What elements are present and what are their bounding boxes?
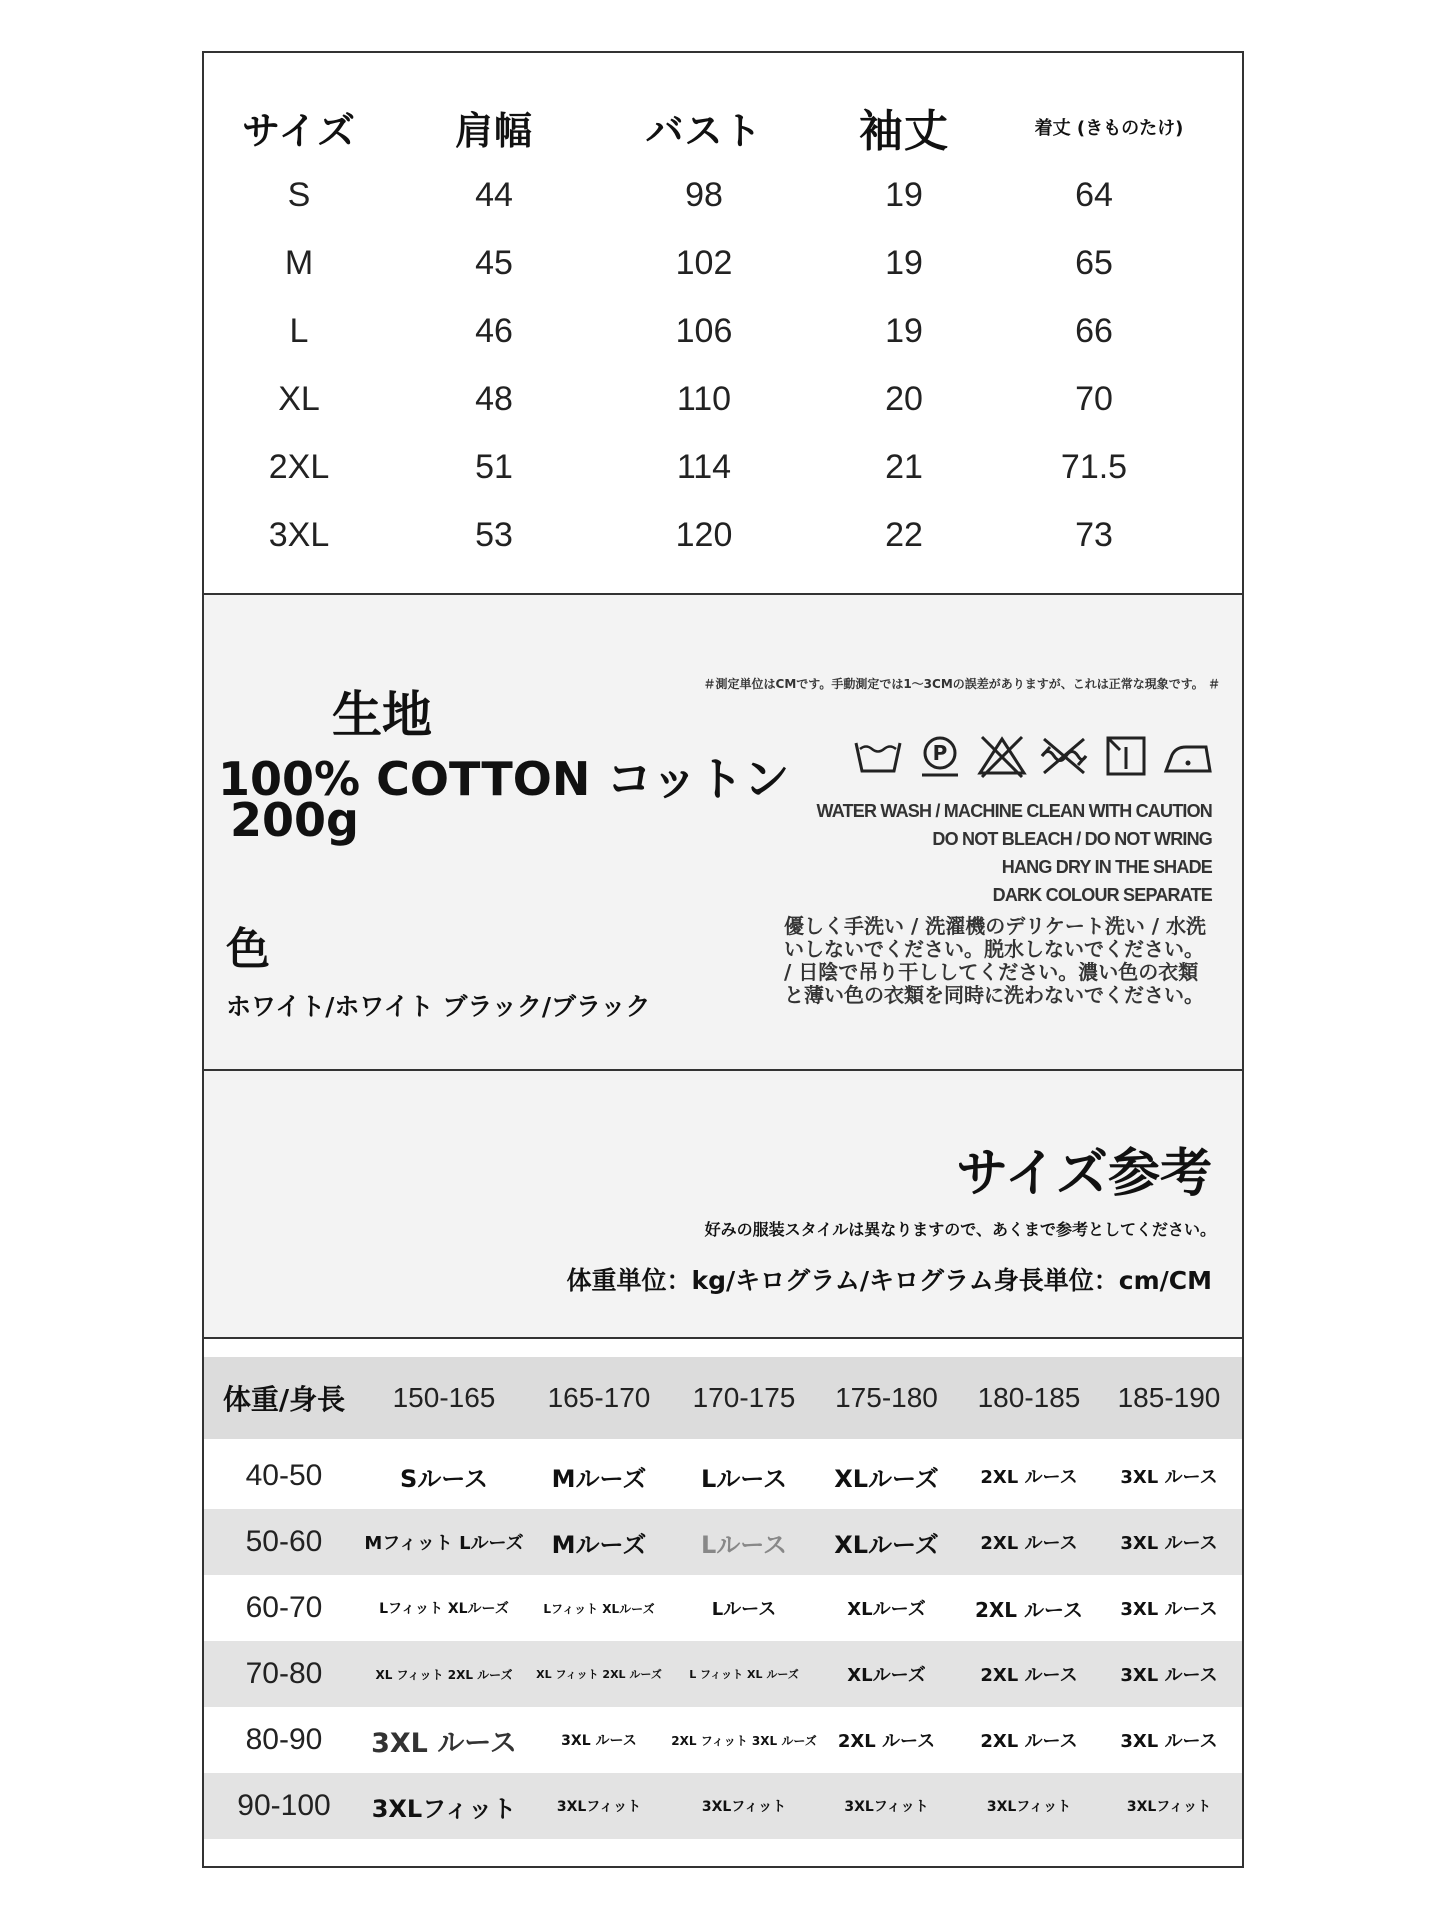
fit-cell: 2XL ルース: [980, 1467, 1078, 1488]
fit-cell: Lルース: [700, 1464, 788, 1493]
table-row: [204, 433, 1242, 501]
fit-cell: 3XL ルース: [1120, 1533, 1218, 1554]
care-japanese: [784, 915, 1224, 1007]
fabric-weight: 200g: [230, 793, 359, 847]
size-info-sheet: [202, 51, 1244, 1868]
table-row: [204, 365, 1242, 433]
fit-cell: Lルース: [711, 1599, 777, 1620]
weight-range: 60-70: [245, 1591, 323, 1624]
no-wring-icon: [1038, 733, 1090, 779]
fit-cell: XLルーズ: [834, 1530, 939, 1559]
fit-cell: 2XL ルース: [974, 1597, 1084, 1622]
table-row: [204, 1641, 1242, 1707]
size-cell: L: [289, 311, 309, 350]
header-height-range: 170-175: [692, 1382, 796, 1413]
fit-cell: 3XL ルース: [1120, 1731, 1218, 1752]
care-japanese-line: と薄い色の衣類を同時に洗わないでください。: [784, 983, 1204, 1007]
fit-cell: 3XLフィット: [556, 1799, 642, 1815]
fit-table-header: [204, 1357, 1242, 1439]
shoulder-cell: 51: [475, 447, 513, 486]
fit-cell: XLルーズ: [834, 1464, 939, 1493]
color-value: ホワイト/ホワイト ブラック/ブラック: [226, 992, 651, 1021]
care-japanese-line: / 日陰で吊り干ししてください。濃い色の衣類: [784, 960, 1199, 984]
bust-cell: 110: [676, 379, 732, 418]
header-height-range: 175-180: [835, 1382, 938, 1413]
fit-cell: 3XLフィット: [701, 1799, 787, 1815]
fit-cell: Lフィット XLルーズ: [379, 1601, 509, 1617]
fit-cell: 3XL ルース: [561, 1733, 637, 1749]
size-cell: XL: [278, 379, 320, 418]
fit-cell: 2XL ルース: [980, 1533, 1078, 1554]
bust-cell: 106: [675, 311, 733, 350]
table-row: [204, 501, 1242, 569]
sleeve-cell: 20: [885, 379, 923, 418]
measurement-note: ＃測定単位はCMです。手動測定では1～3CMの誤差がありますが、これは正常な現象です。 ＃: [703, 677, 1220, 691]
table-row: [204, 1509, 1242, 1575]
sleeve-cell: 21: [885, 447, 923, 486]
table-row: [204, 1443, 1242, 1509]
header-sleeve: 袖丈: [859, 106, 949, 157]
header-size: サイズ: [242, 108, 356, 153]
size-cell: 3XL: [268, 515, 330, 554]
fit-cell: 2XL フィット 3XL ルーズ: [671, 1733, 817, 1748]
size-reference-section: [204, 1069, 1242, 1337]
size-cell: 2XL: [268, 447, 330, 486]
fabric-title: 生地: [332, 686, 432, 744]
fit-cell: 2XL ルース: [980, 1731, 1078, 1752]
fit-cell: 3XL ルース: [1120, 1599, 1218, 1620]
care-english-line: DO NOT BLEACH / DO NOT WRING: [932, 829, 1212, 849]
hand-wash-icon: [852, 733, 904, 779]
size-reference-title: サイズ参考: [956, 1144, 1212, 1204]
fit-cell: 3XLフィット: [371, 1794, 517, 1823]
fit-cell: XL フィット 2XL ルーズ: [536, 1668, 662, 1681]
weight-range: 40-50: [245, 1459, 323, 1492]
iron-icon: [1162, 733, 1214, 779]
weight-range: 70-80: [245, 1657, 323, 1690]
bust-cell: 120: [675, 515, 733, 554]
no-bleach-icon: [976, 733, 1028, 779]
length-cell: 70: [1075, 379, 1113, 418]
sleeve-cell: 22: [885, 515, 923, 554]
table-row: [204, 1773, 1242, 1839]
fit-cell: Mルーズ: [551, 1464, 647, 1493]
size-cell: M: [284, 243, 314, 282]
length-cell: 73: [1075, 515, 1113, 554]
fit-cell: Lフィット XLルーズ: [543, 1601, 655, 1616]
fabric-care-section: [204, 593, 1242, 1069]
fabric-value: 100% COTTON コットン: [218, 752, 790, 806]
shoulder-cell: 46: [475, 311, 513, 350]
table-row: [204, 297, 1242, 365]
fit-cell: 3XL ルース: [1120, 1665, 1218, 1686]
size-chart-header: [204, 93, 1242, 161]
header-weight-height: 体重/身長: [222, 1383, 346, 1416]
size-cell: S: [287, 175, 311, 214]
size-reference-note: 好みの服装スタイルは異なりますので、あくまで参考としてください。: [704, 1220, 1216, 1239]
fit-cell: Mフィット Lルーズ: [364, 1533, 524, 1554]
header-shoulder: 肩幅: [454, 108, 533, 153]
weight-range: 80-90: [245, 1723, 323, 1756]
table-row: [204, 1575, 1242, 1641]
fit-cell: XLルーズ: [847, 1599, 926, 1620]
length-cell: 65: [1075, 243, 1113, 282]
professional-clean-p-icon: [914, 733, 966, 779]
bust-cell: 98: [685, 175, 723, 214]
fit-cell: XL フィット 2XL ルーズ: [375, 1667, 513, 1682]
header-height-range: 150-165: [392, 1382, 496, 1413]
length-cell: 64: [1075, 175, 1113, 214]
fit-table: [204, 1337, 1242, 1866]
header-height-range: 180-185: [977, 1382, 1081, 1413]
header-height-range: 165-170: [547, 1382, 651, 1413]
fit-cell: 3XL ルース: [371, 1727, 517, 1759]
care-english-line: DARK COLOUR SEPARATE: [992, 885, 1212, 905]
svg-text:P: P: [932, 741, 948, 765]
care-english-line: WATER WASH / MACHINE CLEAN WITH CAUTION: [816, 801, 1212, 821]
bust-cell: 102: [675, 243, 733, 282]
sleeve-cell: 19: [885, 175, 923, 214]
shoulder-cell: 45: [475, 243, 513, 282]
fit-cell: 2XL ルース: [980, 1665, 1078, 1686]
length-cell: 71.5: [1060, 447, 1128, 486]
dry-in-shade-icon: [1100, 733, 1152, 779]
fit-cell: 3XLフィット: [1126, 1799, 1212, 1815]
bust-cell: 114: [676, 447, 732, 486]
care-japanese-line: 優しく手洗い / 洗濯機のデリケート洗い / 水洗: [784, 914, 1207, 938]
fit-cell: 3XLフィット: [986, 1799, 1072, 1815]
fit-cell: 3XLフィット: [844, 1799, 929, 1815]
fit-cell: XLルーズ: [847, 1665, 926, 1686]
length-cell: 66: [1075, 311, 1113, 350]
care-english-line: HANG DRY IN THE SHADE: [1001, 857, 1212, 877]
fit-cell: 3XL ルース: [1120, 1467, 1218, 1488]
sleeve-cell: 19: [885, 311, 923, 350]
size-reference-units: 体重単位：kg/キログラム/キログラム身長単位：cm/CM: [566, 1266, 1212, 1295]
care-japanese-line: いしないでください。脱水しないでください。: [784, 937, 1204, 961]
fit-cell: Mルーズ: [551, 1530, 647, 1559]
table-row: [204, 1707, 1242, 1773]
header-length: 着丈 (きものたけ): [1034, 118, 1184, 139]
table-row: [204, 229, 1242, 297]
header-height-range: 185-190: [1117, 1382, 1221, 1413]
fit-cell: Sルース: [399, 1464, 489, 1493]
size-chart: [204, 53, 1242, 593]
weight-range: 50-60: [245, 1525, 323, 1558]
fit-cell: L フィット XL ルーズ: [689, 1668, 799, 1681]
shoulder-cell: 48: [475, 379, 513, 418]
header-bust: バスト: [645, 108, 763, 153]
table-row: [204, 161, 1242, 229]
weight-range: 90-100: [237, 1789, 331, 1822]
shoulder-cell: 53: [475, 515, 513, 554]
care-icons: [852, 733, 1214, 779]
shoulder-cell: 44: [475, 175, 513, 214]
color-title: 色: [226, 924, 270, 975]
fit-cell: 2XL ルース: [837, 1731, 936, 1752]
sleeve-cell: 19: [885, 243, 923, 282]
fit-cell: Lルース: [700, 1530, 788, 1559]
